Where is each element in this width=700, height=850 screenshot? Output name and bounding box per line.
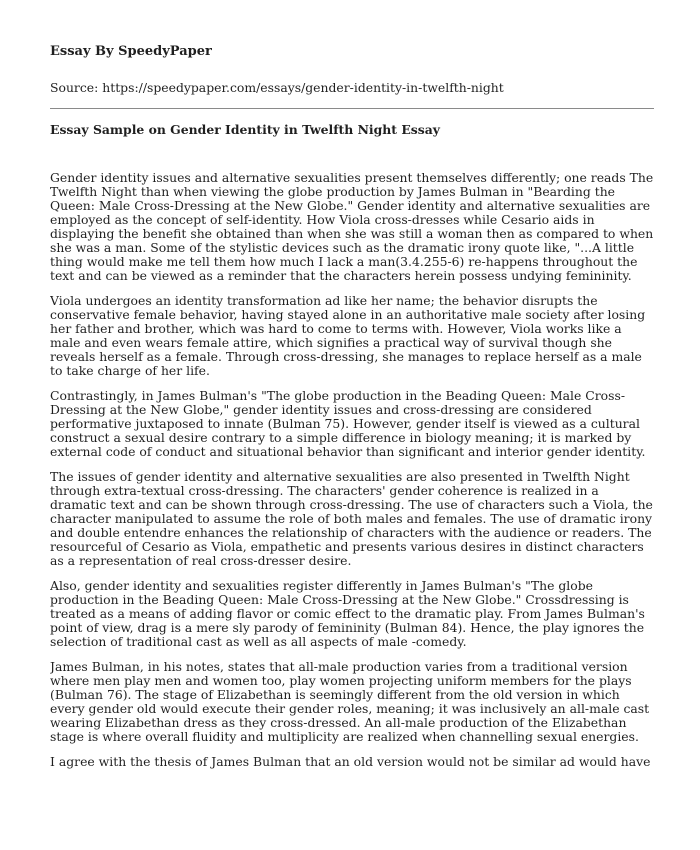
paragraph: Contrastingly, in James Bulman's "The globe production in the Beading Queen: Male Cross-Dressing at the New Globe," gender identity issues and cross-dressing are considered performative juxtaposed to innate (Bulman 75). However, gender itself is viewed as a cultural construct a sexual desire contrary to a simple difference in biology meaning; it is marked by external code of conduct and situational behavior than significant and interior gender identity. [50,388,646,459]
source-line: Source: https://speedypaper.com/essays/gender-identity-in-twelfth-night [50,80,504,95]
paragraph: Viola undergoes an identity transformation ad like her name; the behavior disrupts the conservative female behavior, having stayed alone in an authoritative male society after losing her father and brother, which was hard to come to terms with. However, Viola works like a male and even wears female attire, which signifies a practical way of survival though she reveals herself as a female. Through cross-dressing, she manages to replace herself as a male to take charge of her life. [50,293,646,378]
paragraph: I agree with the thesis of James Bulman that an old version would not be similar ad would have [50,754,651,769]
brand-line: Essay By SpeedyPaper [50,44,212,59]
document-header [50,44,654,96]
paragraph: The issues of gender identity and alternative sexualities are also presented in Twelfth Night through extra-textual cross-dressing. The characters' gender coherence is realized in a dramatic text and can be shown through cross-dressing. The use of characters such a Viola, the character manipulated to assume the role of both males and females. The use of dramatic irony and double entendre enhances the relationship of characters with the audience or readers. The resourceful of Cesario as Viola, empathetic and presents various desires in distinct characters as a representation of real cross-dresser desire. [50,469,653,568]
paragraph: James Bulman, in his notes, states that all-male production varies from a traditional version where men play men and women too, play women projecting uniform members for the plays (Bulman 76). The stage of Elizabethan is seemingly different from the old version in which every gender old would execute their gender roles, meaning; it was inclusively an all-male cast wearing Elizabethan dress as they cross-dressed. An all-male production of the Elizabethan stage is where overall fluidity and multiplicity are realized when channelling sexual energies. [50,659,650,744]
essay-title: Essay Sample on Gender Identity in Twelfth Night Essay [50,122,440,137]
essay-body [50,171,654,841]
header-divider [50,108,654,109]
paragraph: Gender identity issues and alternative sexualities present themselves differently; one reads The Twelfth Night than when viewing the globe production by James Bulman in "Bearding the Queen: Male Cross-Dressing at the New Globe." Gender identity and alternative sexualities are employed as the concept of self-identity. How Viola cross-dresses while Cesario aids in displaying the benefit she obtained than when she was still a woman then as compared to when she was a man. Some of the stylistic devices such as the dramatic irony quote like, "...A little thing would make me tell them how much I lack a man(3.4.255-6) re-happens throughout the text and can be viewed as a reminder that the characters herein possess undying femininity. [50,171,654,283]
paragraph: Also, gender identity and sexualities register differently in James Bulman's "The globe production in the Beading Queen: Male Cross-Dressing at the New Globe." Crossdressing is treated as a means of adding flavor or comic effect to the dramatic play. From James Bulman's point of view, drag is a mere sly parody of femininity (Bulman 84). Hence, the play ignores the selection of traditional cast as well as all aspects of male -comedy. [50,578,645,649]
